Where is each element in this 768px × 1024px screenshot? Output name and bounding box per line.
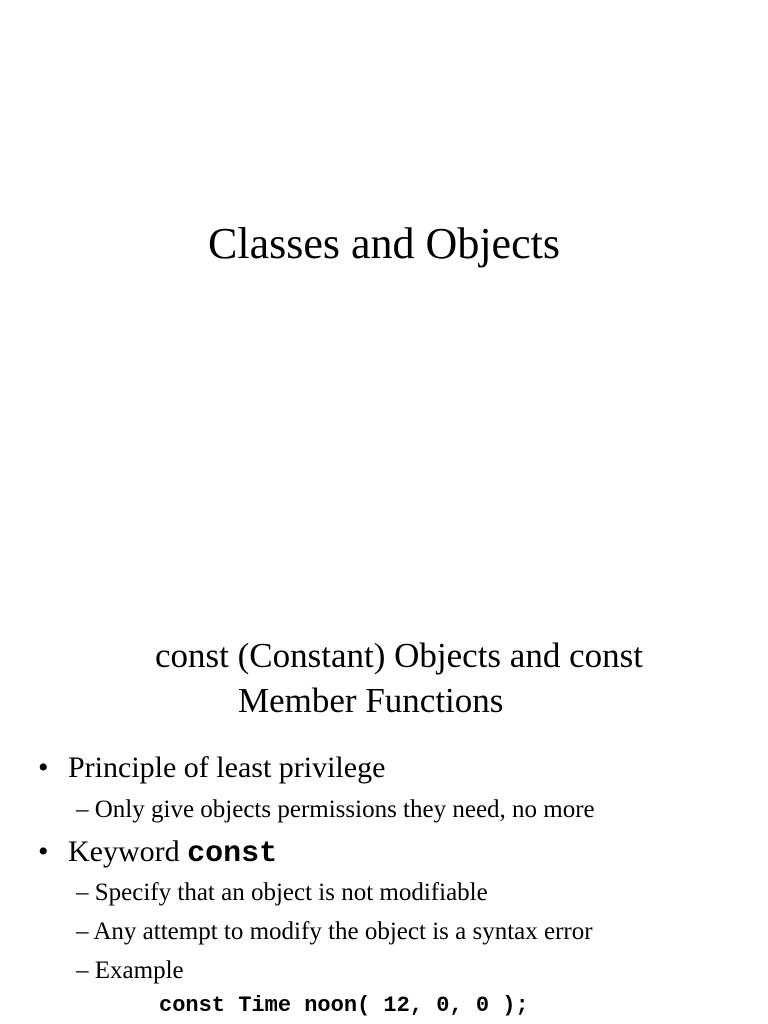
bullet-text: Keyword bbox=[68, 835, 188, 868]
sub-bullet-text: Any attempt to modify the object is a syntax error bbox=[93, 918, 593, 945]
slide-2-title-line-1: const (Constant) Objects and const bbox=[155, 636, 643, 675]
bullet-text: Principle of least privilege bbox=[68, 751, 386, 784]
code-example: const Time noon( 12, 0, 0 ); bbox=[159, 993, 529, 1018]
sub-bullet-text: Specify that an object is not modifiable bbox=[94, 879, 488, 906]
sub-bullet-item bbox=[76, 954, 184, 988]
dash-marker: – bbox=[76, 918, 89, 945]
slide-2-title bbox=[0, 633, 768, 723]
dash-marker: – bbox=[76, 796, 89, 823]
sub-bullet-item bbox=[76, 876, 488, 910]
sub-bullet-item bbox=[76, 915, 593, 949]
sub-bullet-item bbox=[76, 793, 595, 827]
sub-bullet-text: Only give objects permissions they need, no more bbox=[94, 796, 595, 823]
bullet-marker: • bbox=[38, 751, 49, 784]
dash-marker: – bbox=[76, 879, 89, 906]
dash-marker: – bbox=[76, 957, 89, 984]
bullet-marker: • bbox=[38, 835, 49, 868]
keyword-code: const bbox=[187, 837, 278, 871]
bullet-item bbox=[38, 832, 277, 874]
bullet-item bbox=[38, 748, 385, 788]
slide-2-title-line-2: Member Functions bbox=[238, 681, 504, 720]
slide-1-title: Classes and Objects bbox=[208, 219, 560, 268]
sub-bullet-text: Example bbox=[94, 957, 184, 984]
